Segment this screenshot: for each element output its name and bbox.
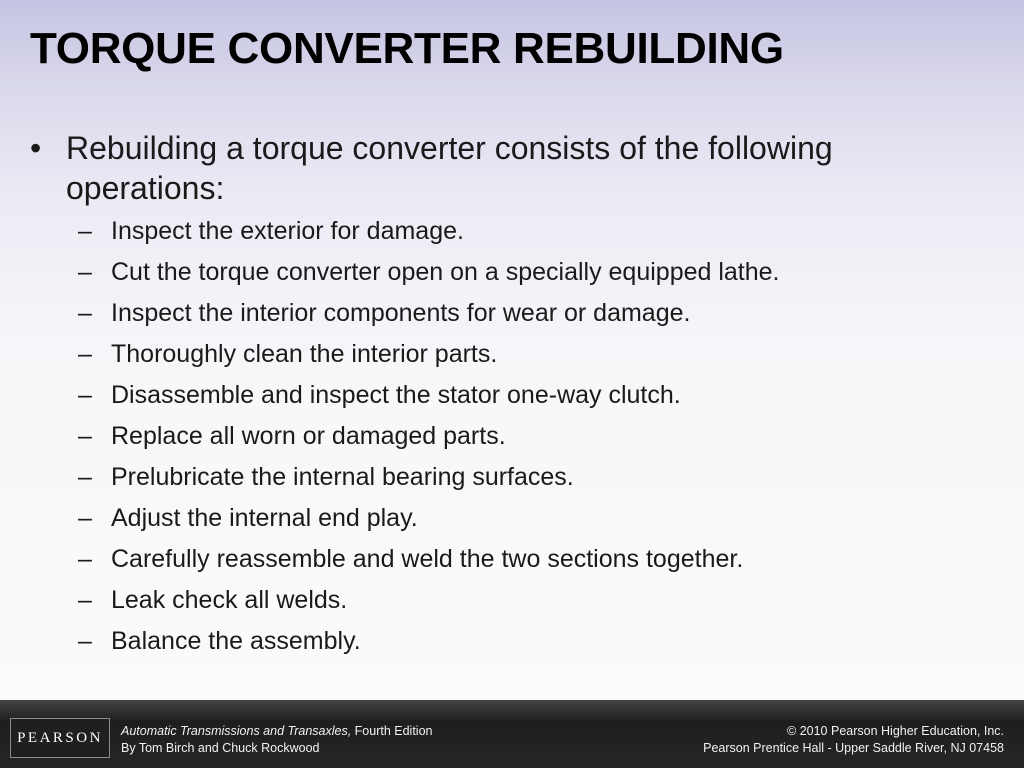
- dash-marker: –: [78, 381, 92, 409]
- bullet-marker: •: [30, 130, 42, 166]
- book-authors: By Tom Birch and Chuck Rockwood: [121, 741, 320, 755]
- sub-bullet-item: [78, 541, 978, 582]
- dash-marker: –: [78, 586, 92, 614]
- sub-bullet-item: [78, 418, 978, 459]
- sub-bullet-text: Inspect the exterior for damage.: [111, 217, 464, 245]
- sub-bullet-text: Inspect the interior components for wear or damage.: [111, 299, 691, 327]
- book-info: [121, 723, 432, 757]
- sub-bullet-text: Carefully reassemble and weld the two sections together.: [111, 545, 744, 573]
- sub-bullet-item: [78, 295, 978, 336]
- book-edition: Fourth Edition: [351, 724, 433, 738]
- dash-marker: –: [78, 545, 92, 573]
- sub-bullet-text: Leak check all welds.: [111, 586, 348, 614]
- sub-bullet-item: [78, 254, 978, 295]
- main-bullet: [30, 128, 930, 208]
- dash-marker: –: [78, 504, 92, 532]
- copyright-line-1: © 2010 Pearson Higher Education, Inc.: [787, 724, 1004, 738]
- dash-marker: –: [78, 463, 92, 491]
- sub-bullet-item: [78, 459, 978, 500]
- copyright-info: [703, 723, 1004, 757]
- slide-footer: [0, 700, 1024, 768]
- dash-marker: –: [78, 422, 92, 450]
- dash-marker: –: [78, 627, 92, 655]
- sub-bullet-text: Prelubricate the internal bearing surfaces.: [111, 463, 574, 491]
- sub-bullet-text: Replace all worn or damaged parts.: [111, 422, 506, 450]
- dash-marker: –: [78, 299, 92, 327]
- book-title: Automatic Transmissions and Transaxles,: [121, 724, 352, 738]
- sub-bullet-text: Cut the torque converter open on a specially equipped lathe.: [111, 258, 780, 286]
- copyright-line-2: Pearson Prentice Hall - Upper Saddle River, NJ 07458: [703, 741, 1004, 755]
- sub-bullet-item: [78, 213, 978, 254]
- sub-bullet-text: Balance the assembly.: [111, 627, 361, 655]
- sub-bullet-list: [78, 213, 978, 664]
- book-title-line: [121, 723, 432, 740]
- sub-bullet-item: [78, 582, 978, 623]
- sub-bullet-item: [78, 377, 978, 418]
- sub-bullet-text: Thoroughly clean the interior parts.: [111, 340, 498, 368]
- slide-title: TORQUE CONVERTER REBUILDING: [30, 24, 784, 73]
- dash-marker: –: [78, 217, 92, 245]
- sub-bullet-item: [78, 336, 978, 377]
- sub-bullet-item: [78, 623, 978, 664]
- main-bullet-text: Rebuilding a torque converter consists of the following operations:: [66, 130, 833, 206]
- sub-bullet-text: Disassemble and inspect the stator one-way clutch.: [111, 381, 681, 409]
- sub-bullet-item: [78, 500, 978, 541]
- dash-marker: –: [78, 340, 92, 368]
- dash-marker: –: [78, 258, 92, 286]
- pearson-logo: PEARSON: [10, 718, 110, 758]
- sub-bullet-text: Adjust the internal end play.: [111, 504, 418, 532]
